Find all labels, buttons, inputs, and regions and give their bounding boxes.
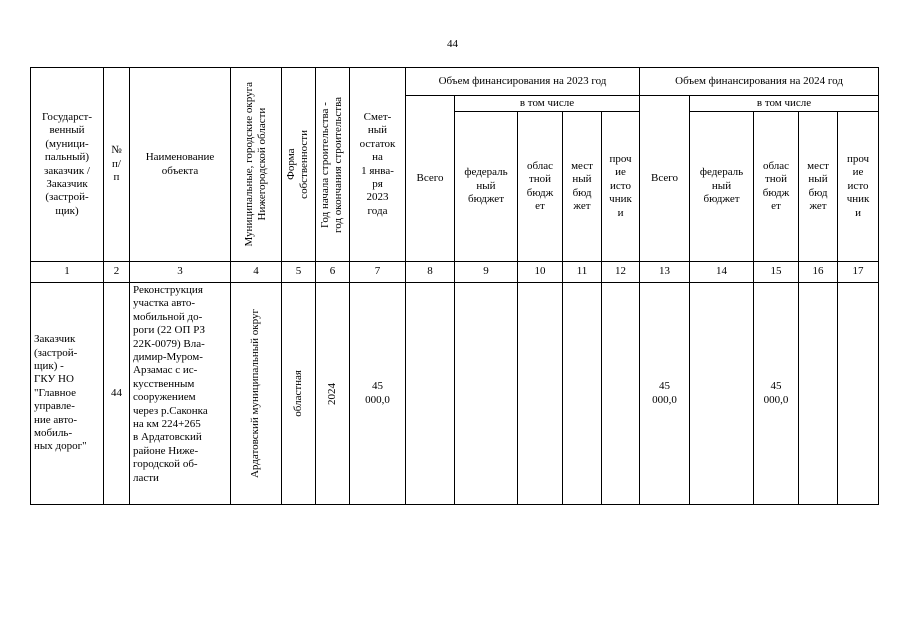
col-number: 14 [690,262,754,283]
row-years: 2024 [325,382,338,405]
col-number: 11 [563,262,602,283]
col-number: 4 [231,262,282,283]
col-number: 12 [602,262,640,283]
header-other-2023: проч ие исто чник и [602,112,640,262]
row-estimate: 45 000,0 [350,283,406,505]
row-local-2023 [563,283,602,505]
header-total-2024: Всего [640,96,690,262]
header-years-cell [316,68,350,262]
financing-table [30,67,879,505]
col-number: 15 [754,262,799,283]
row-ownership: областная [291,370,304,417]
row-number: 44 [104,283,130,505]
row-customer: Заказчик (застрой- щик) - ГКУ НО "Главное управле- ние авто- мобиль- ных дорог" [31,283,104,505]
col-number: 1 [31,262,104,283]
row-regional-2023 [518,283,563,505]
col-number: 3 [130,262,231,283]
header-fin-2023: Объем финансирования на 2023 год [406,68,640,96]
col-number: 5 [282,262,316,283]
header-federal-2023: федераль ный бюджет [455,112,518,262]
header-other-2024: проч ие исто чник и [838,112,879,262]
col-number: 6 [316,262,350,283]
col-number: 17 [838,262,879,283]
col-number: 8 [406,262,455,283]
header-municipality-cell [231,68,282,262]
header-number: № п/ п [104,68,130,262]
page-number: 44 [447,38,458,50]
header-municipality: Муниципальные, городские округа Нижегородской области [242,82,268,247]
header-ownership: Форма собственности [285,130,311,199]
row-local-2024 [799,283,838,505]
header-including-2024: в том числе [690,96,879,112]
col-number: 16 [799,262,838,283]
row-other-2024 [838,283,879,505]
header-object-name: Наименование объекта [130,68,231,262]
col-number: 9 [455,262,518,283]
header-estimate: Смет- ный остаток на 1 янва- ря 2023 года [350,68,406,262]
row-total-2023 [406,283,455,505]
row-ownership-cell [282,283,316,505]
col-number: 7 [350,262,406,283]
header-total-2023: Всего [406,96,455,262]
row-object-name: Реконструкция участка авто- мобильной до- роги (22 ОП РЗ 22К-0079) Вла- димир-Муром- Арзамас с ис- кусственным сооружением через р.Саконка на км 224+265 в Ардатовский районе Ниже- городской об- ласти [130,283,231,505]
header-regional-2024: облас тной бюдж ет [754,112,799,262]
header-local-2023: мест ный бюд жет [563,112,602,262]
header-including-2023: в том числе [455,96,640,112]
row-other-2023 [602,283,640,505]
header-local-2024: мест ный бюд жет [799,112,838,262]
header-customer: Государст- венный (муници- пальный) заказчик / Заказчик (застрой- щик) [31,68,104,262]
header-ownership-cell [282,68,316,262]
header-regional-2023: облас тной бюдж ет [518,112,563,262]
row-total-2024: 45 000,0 [640,283,690,505]
row-municipality-cell [231,283,282,505]
row-years-cell [316,283,350,505]
header-fin-2024: Объем финансирования на 2024 год [640,68,879,96]
header-years: Год начала строительства - год окончания строительства [319,96,345,233]
header-federal-2024: федераль ный бюджет [690,112,754,262]
col-number: 10 [518,262,563,283]
col-number: 13 [640,262,690,283]
row-federal-2024 [690,283,754,505]
row-regional-2024: 45 000,0 [754,283,799,505]
row-federal-2023 [455,283,518,505]
col-number: 2 [104,262,130,283]
row-municipality: Ардатовский муниципальный округ [249,308,262,479]
table-row [31,283,879,505]
